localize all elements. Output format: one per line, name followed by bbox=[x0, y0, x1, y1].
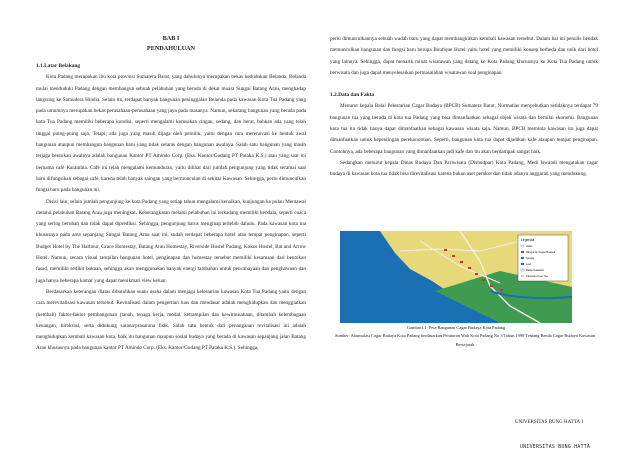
paragraph-5: Sedangkan menurut kepala Dinas Budaya Dan Pariwisata (Disbudpar) Kota Padang, Medi Iswandi mengatakan cagar budaya di kawasan kota tua tidak bisa direvitalisasi karena bukan aset pemkot dan tidak adanya anggaran yang mendukung. bbox=[330, 159, 598, 178]
legend-item: Jalan bbox=[526, 245, 533, 248]
paragraph-4: Menurut kepala Balai Pelestarian Cagar Budaya (BPCB) Sumatera Barat, Nurmatias menyebutkan setidaknya terdapat 79 bangunan tua yang berada di kota tua Padang yang bisa dimanfaatkan sebagai objek wisata dan bernilai ekonomi. Bangunan kota tua itu tidak hanya dapat dimanfaatkan sebagai kawasan wisata saja. Namun, BPCB meminta kawasan itu juga dapat dimanfaatkan untuk kepentingan perekonomian. Seperti, bangunan kota tua dapat dijadikan kafe ataupun tempat penginapan. Contohnya, ada beberapa bangunan yang dimanfaatkan jadi kafe dan itu akan berdampak sangat baik. bbox=[330, 103, 598, 155]
watermark-footer: UNIVERSITAS BUNG HATTA bbox=[520, 445, 591, 450]
paragraph-3: Berdasarkan keterangan diatas dibutuhkan suatu usaha dalam menjaga kelestarian kawasan Kota Tua Padang yaitu dengan cara merevitalisasi kawasan tersebut. Revitalisasi dalam pengertian luas dan mendasar adalah menghidupkan dan menggiatkan (kembali) faktor-faktor pembangunan (tanah, tenaga kerja, modal, ketrampilan dan kewirausahaan, ditambah kelembagaan keuangan, birokrasi, serta didukung sarana/prasarana fisik. Salah satu bentuk dari penanganan revitalisasi ini adalah menghidupkan kembali kawasan kota, baik itu bangunan maupun sosial budaya yang berada di kawasan sepanjang jalan Batang Arau khususnya pada bangunan kantor PT Amindo Corp. (Eks. Kantor/Gudang PT Pataka K.S.). Sehingga, bbox=[36, 288, 306, 352]
chapter-title: PENDAHULUAN bbox=[146, 45, 196, 52]
legend-item: Laut bbox=[526, 263, 532, 266]
paragraph-1: Kota Padang merupakan ibu kota provinsi Sumatera Barat, yang dahulunya merupakan bekas kedudukan Belanda. Belanda mulai menduduki Padang dengan membangun sebuah pelabuhan yang berada di dekat muara Sungai Batang Arau, menghadap langsung ke Samudera Hindia. Selain itu, terdapat banyak bangunan peninggalan Belanda pada kawasan Kota Tua Padang yang pada umumnya merupakan bekas perusahaan-perusahaan yang jaya pada masanya. Namun, sekarang bangunan yang berada pada kota Tua Padang memiliki beberapa kondisi, seperti mengalami kerusakan ringan, sedang, dan berat, bahkan ada yang telah tinggal puing-puing saja. Tetapi, ada juga yang masih dijaga oleh pemilik, yaitu dengan cara merenovasi ke bentuk awal bangunan ataupun membangun bangunan baru yang tidak selaras dengan bangunan awalnya. Salah satu bangunan yang masih terjaga bentukan awalnya adalah bangunan Kantor PT Amindo Corp. (Eks. Kantor/Gudang PT Pataka K.S.) atau yang saat ini bernama café Karambia. Café ini telah mengalami kemunduran, yaitu dilihat dari jumlah pengunjung yang tidak seramai saat baru difungsikan sebagai café, karena telah banyak saingan yang bermunculan di sekitar Kawasan. Sehingga, perlu dimunculkan fungsi baru pada bangunan ini. bbox=[36, 74, 306, 194]
left-column bbox=[36, 0, 306, 355]
right-column bbox=[330, 0, 598, 181]
map-legend-title: Legenda bbox=[521, 238, 535, 242]
figure-source: Sumber: Akumulasi Cagar Budaya Kota Padang berdasarkan Peraturan Wali Kota Padang No 3 Tahun 1998 Tentang Benda Cagar Budaya Kawasan Bersejarah bbox=[334, 333, 596, 347]
legend-item: Sungai bbox=[526, 257, 535, 260]
paragraph-continued: perlu dimunculkannya sebuah wadah baru yang dapat membangkitkan kembali kawasan tersebut. Dalam hal ini penulis hendak memunculkan bangunan dan fungsi baru berupa Boutique Hotel yaitu hotel yang memiliki konsep berbeda dan unik dari hotel yang lainnya. Sehingga, dapat menarik minat wisatawan yang datang ke Kota Padang khususnya ke Kota Tua Padang untuk berwisata dan juga dapat menyelesaikan permasalahan wisatawan soal penginapan. bbox=[330, 36, 598, 76]
paragraph-2: Disisi lain, selain jumlah pengunjung ke kota Padang yang setiap tahun mengalami kenaikan, kunjungan ke pulau Mentawai melalui pelabuhan Batang Arau juga meningkat. Keberangkatan melalui pelabuhan ini terkadang memiliki kendala, seperti cuaca yang sering berubah dan tidak dapat diprediksi. Sehingga, pengunjung harus menginap terlebih dahulu. Pada kawasan kota tua khususnya pada area sepanjang Sungai Batang Arau saat ini, sudah terdapat beberapa hotel atau tempat penginapan, seperti Budget Hotel by The Harbour, Grace Homestay, Batang Arau Homestay, Riverside Hostel Padang, Kokos Hostel, Bat and Arrow Hotel. Namun, secara visual tampilan bangunan hotel, penginapan dan homestay tersebut memiliki kesamaan dari bentukan fasad, memiliki sedikit bukaan, sehingga akan menggunakan banyak energi tambahan untuk pencahayaan dan penghawaan dan juga hanya beberapa kamar yang dapat menikmati view keluar. bbox=[36, 198, 306, 284]
legend-item: Batas Kawasan bbox=[526, 269, 545, 272]
legend-item: Bangunan Cagar Budaya bbox=[526, 251, 556, 254]
section-heading-data-fakta: 1.2.Data dan Fakta bbox=[330, 92, 375, 99]
legend-item: Kawasan Kota Tua bbox=[526, 275, 548, 278]
page-footer-label: UNIVERSITAS BUNG HATTA 1 bbox=[515, 420, 584, 425]
heritage-map-figure bbox=[340, 231, 572, 323]
figure-caption: Gambar1.1: Peta Bangunan Cagar Budaya Kota Padang bbox=[406, 325, 506, 330]
chapter-number: BAB I bbox=[162, 35, 180, 42]
section-heading-latar-belakang: 1.1.Latar Belakang bbox=[36, 63, 81, 69]
